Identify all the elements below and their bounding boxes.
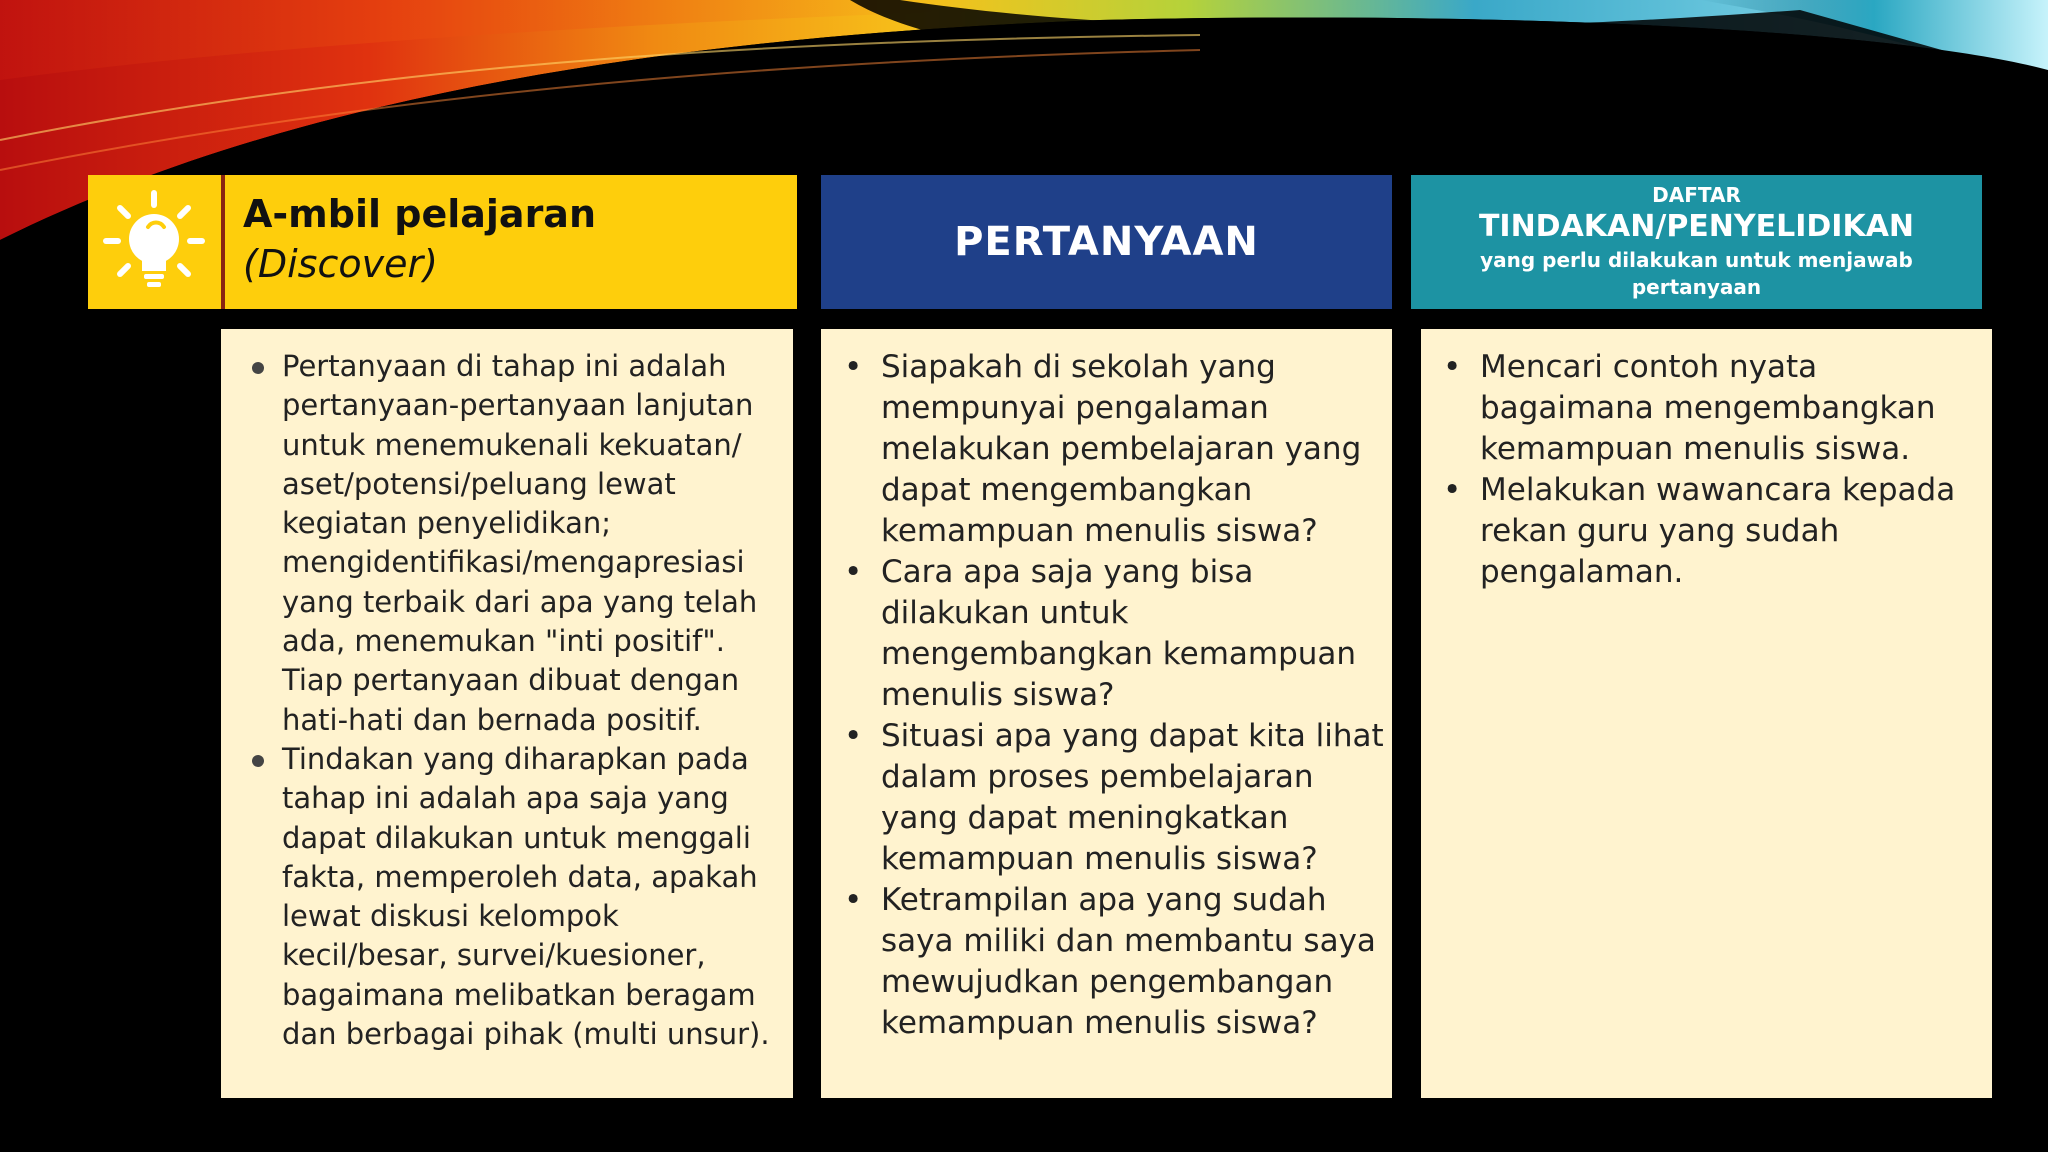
actions-title-main: TINDAKAN/PENYELIDIKAN	[1478, 209, 1915, 244]
list-item-text: Situasi apa yang dapat kita lihat dalam proses pembelajaran yang dapat meningkatkan kemampuan menulis siswa?	[881, 718, 1384, 877]
list-item	[282, 740, 782, 1054]
bullet-icon: •	[844, 718, 863, 754]
questions-panel	[821, 329, 1392, 1098]
bullet-icon: •	[1443, 472, 1462, 508]
list-item	[844, 716, 1386, 880]
discover-list	[282, 347, 782, 1054]
bullet-icon	[252, 755, 264, 767]
list-item	[844, 552, 1386, 716]
questions-title: PERTANYAAN	[954, 219, 1259, 265]
actions-title-sub: yang perlu dilakukan untuk menjawab pertanyaan	[1480, 248, 1913, 299]
actions-list	[1443, 347, 1985, 593]
questions-list	[844, 347, 1386, 1044]
lightbulb-icon	[88, 175, 221, 309]
list-item-text: Ketrampilan apa yang sudah saya miliki dan membantu saya mewujudkan pengembangan kemampuan menulis siswa?	[881, 882, 1376, 1041]
list-item-text: Siapakah di sekolah yang mempunyai pengalaman melakukan pembelajaran yang dapat mengembangkan kemampuan menulis siswa?	[881, 349, 1362, 549]
bullet-icon	[252, 362, 264, 374]
discover-title: A-mbil pelajaran	[243, 192, 597, 236]
list-item-text: Melakukan wawancara kepada rekan guru yang sudah pengalaman.	[1480, 472, 1956, 590]
list-item	[1443, 347, 1985, 470]
list-item	[1443, 470, 1985, 593]
header-divider	[221, 175, 225, 309]
bullet-icon: •	[844, 882, 863, 918]
discover-subtitle: (Discover)	[243, 242, 438, 286]
list-item-text: Cara apa saja yang bisa dilakukan untuk mengembangkan kemampuan menulis siswa?	[881, 554, 1357, 713]
bullet-icon: •	[844, 554, 863, 590]
discover-header	[88, 175, 797, 309]
actions-panel	[1421, 329, 1992, 1098]
list-item	[282, 347, 782, 740]
list-item	[844, 880, 1386, 1044]
bullet-icon: •	[1443, 349, 1462, 385]
discover-panel	[221, 329, 793, 1098]
list-item	[844, 347, 1386, 552]
actions-title-top: DAFTAR	[1652, 183, 1741, 207]
list-item-text: Pertanyaan di tahap ini adalah pertanyaan-pertanyaan lanjutan untuk menemukenali kekuatan/ aset/potensi/peluang lewat kegiatan penyelidikan; mengidentifikasi/mengapresiasi yang terbaik dari apa yang telah ada, menemukan "inti positif". Tiap pertanyaan dibuat dengan hati-hati dan bernada positif.	[282, 349, 758, 737]
actions-header	[1411, 175, 1982, 309]
list-item-text: Tindakan yang diharapkan pada tahap ini adalah apa saja yang dapat dilakukan untuk menggali fakta, memperoleh data, apakah lewat diskusi kelompok kecil/besar, survei/kuesioner, bagaimana melibatkan beragam dan berbagai pihak (multi unsur).	[282, 741, 770, 1052]
questions-header	[821, 175, 1392, 309]
list-item-text: Mencari contoh nyata bagaimana mengembangkan kemampuan menulis siswa.	[1480, 349, 1936, 467]
bullet-icon: •	[844, 349, 863, 385]
